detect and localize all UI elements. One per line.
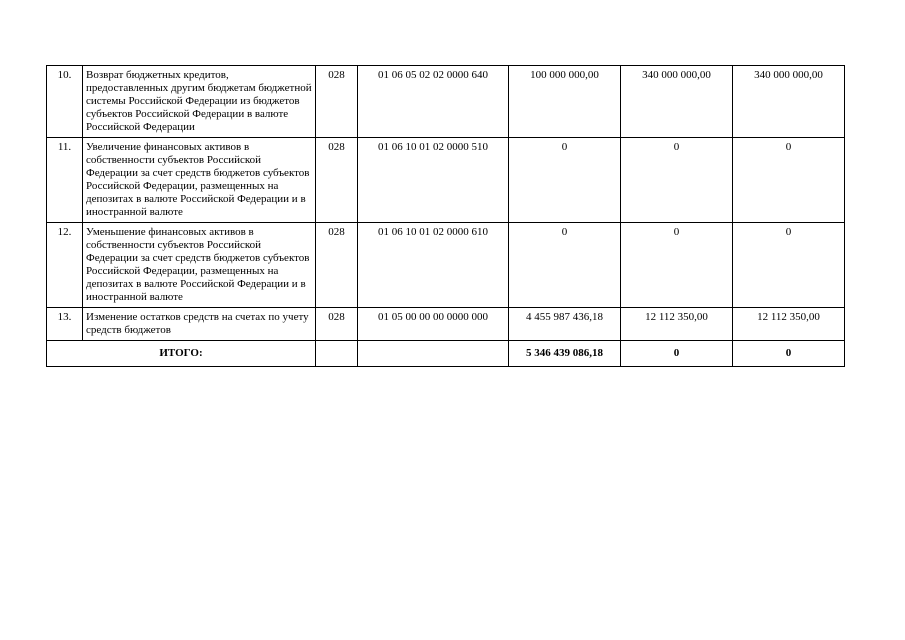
total-code-empty — [358, 341, 509, 367]
row-classification-code: 01 06 05 02 02 0000 640 — [358, 66, 509, 138]
row-value-year-2: 12 112 350,00 — [621, 308, 733, 341]
row-classification-code: 01 06 10 01 02 0000 610 — [358, 223, 509, 308]
total-admin-empty — [316, 341, 358, 367]
row-classification-code: 01 05 00 00 00 0000 000 — [358, 308, 509, 341]
row-name: Увеличение финансовых активов в собственности субъектов Российской Федерации за счет средств бюджетов субъектов Российской Федерации, размещенных на депозитах в валюте Российской Федерации и в иностранной валюте — [83, 138, 316, 223]
row-classification-code: 01 06 10 01 02 0000 510 — [358, 138, 509, 223]
total-value-year-3: 0 — [733, 341, 845, 367]
row-number: 11. — [47, 138, 83, 223]
row-admin-code: 028 — [316, 223, 358, 308]
total-value-year-2: 0 — [621, 341, 733, 367]
sources-financing-table — [46, 65, 845, 367]
row-value-year-3: 12 112 350,00 — [733, 308, 845, 341]
row-value-year-3: 0 — [733, 223, 845, 308]
row-admin-code: 028 — [316, 66, 358, 138]
row-admin-code: 028 — [316, 138, 358, 223]
row-number: 10. — [47, 66, 83, 138]
row-value-year-1: 4 455 987 436,18 — [509, 308, 621, 341]
row-number: 12. — [47, 223, 83, 308]
total-value-year-1: 5 346 439 086,18 — [509, 341, 621, 367]
row-value-year-1: 100 000 000,00 — [509, 66, 621, 138]
row-value-year-2: 340 000 000,00 — [621, 66, 733, 138]
row-value-year-2: 0 — [621, 138, 733, 223]
row-value-year-1: 0 — [509, 223, 621, 308]
row-admin-code: 028 — [316, 308, 358, 341]
row-value-year-1: 0 — [509, 138, 621, 223]
total-row — [47, 341, 845, 367]
row-value-year-3: 340 000 000,00 — [733, 66, 845, 138]
table-row — [47, 308, 845, 341]
row-value-year-3: 0 — [733, 138, 845, 223]
total-label: ИТОГО: — [47, 341, 316, 367]
row-number: 13. — [47, 308, 83, 341]
row-name: Изменение остатков средств на счетах по учету средств бюджетов — [83, 308, 316, 341]
row-name: Уменьшение финансовых активов в собственности субъектов Российской Федерации за счет средств бюджетов субъектов Российской Федерации, размещенных на депозитах в валюте Российской Федерации и в иностранной валюте — [83, 223, 316, 308]
row-value-year-2: 0 — [621, 223, 733, 308]
table-row — [47, 66, 845, 138]
table-row — [47, 138, 845, 223]
table-row — [47, 223, 845, 308]
row-name: Возврат бюджетных кредитов, предоставленных другим бюджетам бюджетной системы Российской Федерации из бюджетов субъектов Российской Федерации в валюте Российской Федерации — [83, 66, 316, 138]
